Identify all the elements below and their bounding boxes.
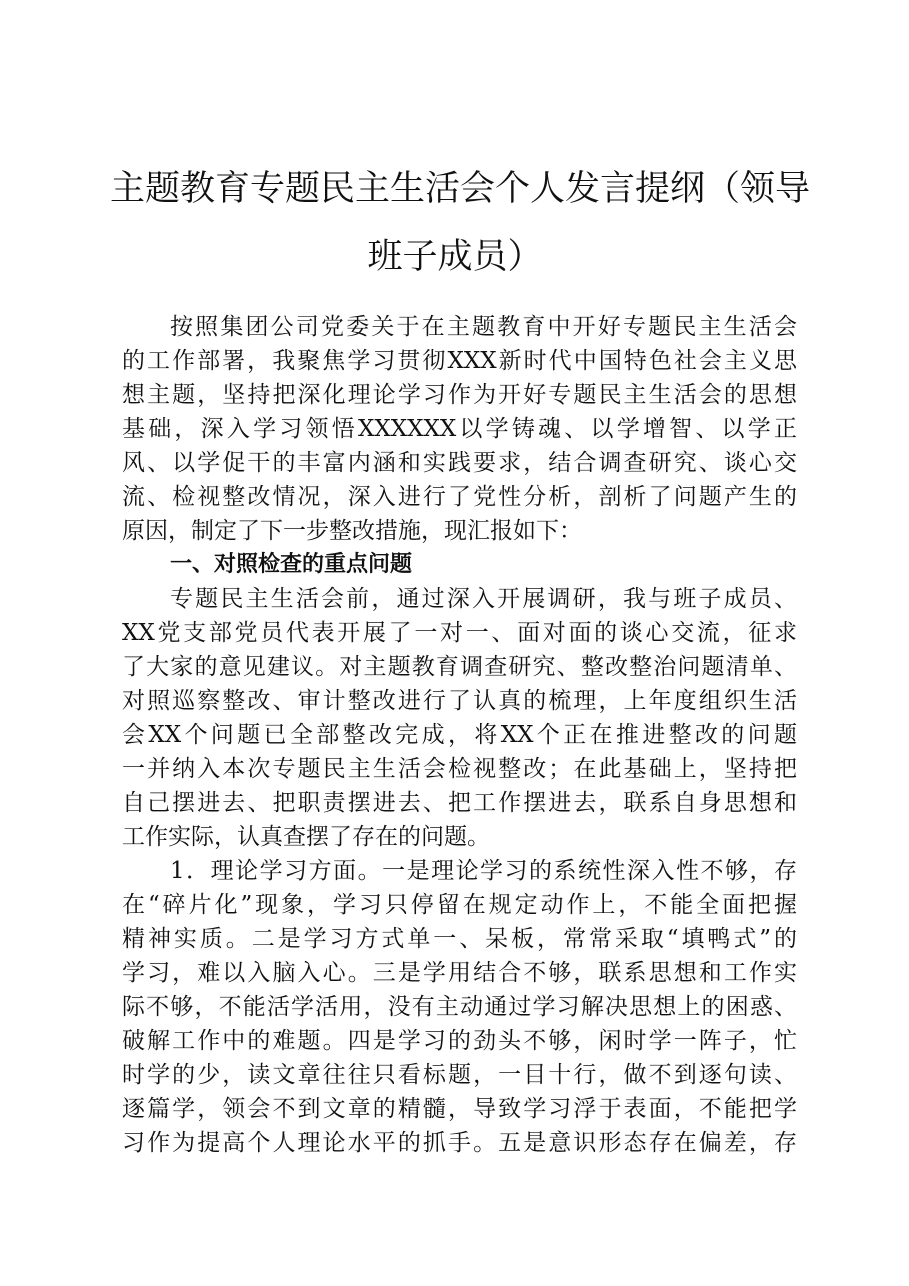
paragraph-line: 1．理论学习方面。一是理论学习的系统性深入性不够，存 bbox=[170, 858, 797, 884]
paragraph-line: 会XX个问题已全部整改完成，将XX个正在推进整改的问题 bbox=[122, 722, 797, 748]
paragraph-line: 时学的少，读文章往往只看标题，一目十行，做不到逐句读、 bbox=[122, 1062, 797, 1088]
paragraph-line: 精神实质。二是学习方式单一、呆板，常常采取“填鸭式”的 bbox=[122, 926, 797, 952]
paragraph-line: 习作为提高个人理论水平的抓手。五是意识形态存在偏差，存 bbox=[122, 1130, 797, 1156]
paragraph-line: 破解工作中的难题。四是学习的劲头不够，闲时学一阵子，忙 bbox=[122, 1028, 797, 1054]
paragraph-line: 在“碎片化”现象，学习只停留在规定动作上，不能全面把握 bbox=[122, 892, 797, 918]
paragraph-line: 了大家的意见建议。对主题教育调查研究、整改整治问题清单、 bbox=[122, 654, 797, 680]
paragraph-line: 一并纳入本次专题民主生活会检视整改；在此基础上，坚持把 bbox=[122, 756, 797, 782]
document-body bbox=[122, 310, 797, 1160]
paragraph-line: 对照巡察整改、审计整改进行了认真的梳理，上年度组织生活 bbox=[122, 688, 797, 714]
section-heading: 一、对照检查的重点问题 bbox=[170, 552, 413, 577]
paragraph-line: 按照集团公司党委关于在主题教育中开好专题民主生活会 bbox=[170, 314, 797, 340]
paragraph-line: 逐篇学，领会不到文章的精髓，导致学习浮于表面，不能把学 bbox=[122, 1096, 797, 1122]
paragraph-line: 流、检视整改情况，深入进行了党性分析，剖析了问题产生的 bbox=[122, 484, 797, 510]
paragraph-line: XX党支部党员代表开展了一对一、面对面的谈心交流，征求 bbox=[122, 620, 797, 646]
paragraph-line: 际不够，不能活学活用，没有主动通过学习解决思想上的困惑、 bbox=[122, 994, 797, 1020]
paragraph-line: 工作实际，认真查摆了存在的问题。 bbox=[122, 824, 490, 850]
paragraph-line: 基础，深入学习领悟XXXXXX以学铸魂、以学增智、以学正 bbox=[122, 416, 797, 442]
document-title-line-1: 主题教育专题民主生活会个人发言提纲（领导 bbox=[110, 169, 811, 209]
paragraph-line: 原因，制定了下一步整改措施，现汇报如下： bbox=[122, 518, 582, 544]
paragraph-line: 的工作部署，我聚焦学习贯彻XXX新时代中国特色社会主义思 bbox=[122, 348, 797, 374]
document-title-line-2: 班子成员） bbox=[367, 237, 543, 277]
paragraph-line: 想主题，坚持把深化理论学习作为开好专题民主生活会的思想 bbox=[122, 382, 797, 408]
paragraph-line: 学习，难以入脑入心。三是学用结合不够，联系思想和工作实 bbox=[122, 960, 797, 986]
paragraph-line: 专题民主生活会前，通过深入开展调研，我与班子成员、 bbox=[170, 586, 797, 612]
paragraph-line: 自己摆进去、把职责摆进去、把工作摆进去，联系自身思想和 bbox=[122, 790, 797, 816]
paragraph-line: 风、以学促干的丰富内涵和实践要求，结合调查研究、谈心交 bbox=[122, 450, 797, 476]
